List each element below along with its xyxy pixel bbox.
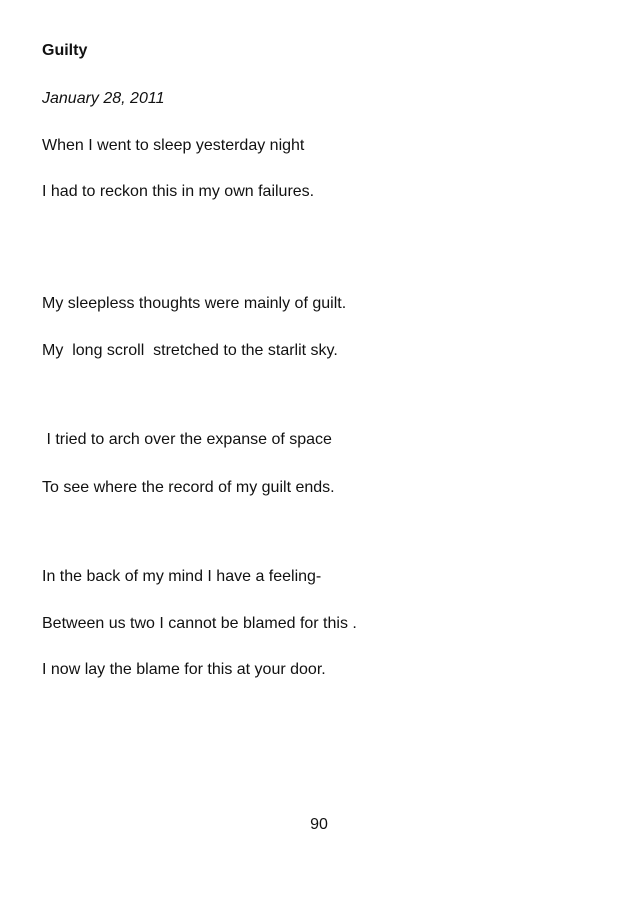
poem-date: January 28, 2011 xyxy=(42,90,165,107)
poem-line: In the back of my mind I have a feeling- xyxy=(42,568,322,585)
page-number-container xyxy=(0,815,638,835)
poem-title: Guilty xyxy=(42,42,88,59)
poem-line: I tried to arch over the expanse of space xyxy=(42,431,332,448)
poem-line: I had to reckon this in my own failures. xyxy=(42,183,315,200)
poem-line: My sleepless thoughts were mainly of guilt. xyxy=(42,295,347,312)
poem-line: Between us two I cannot be blamed for this . xyxy=(42,615,357,632)
poem-line: My long scroll stretched to the starlit sky. xyxy=(42,342,338,359)
poem-line: When I went to sleep yesterday night xyxy=(42,137,305,154)
page-number: 90 xyxy=(310,816,328,833)
poem-line: I now lay the blame for this at your door. xyxy=(42,661,326,678)
poem-line: To see where the record of my guilt ends. xyxy=(42,479,335,496)
